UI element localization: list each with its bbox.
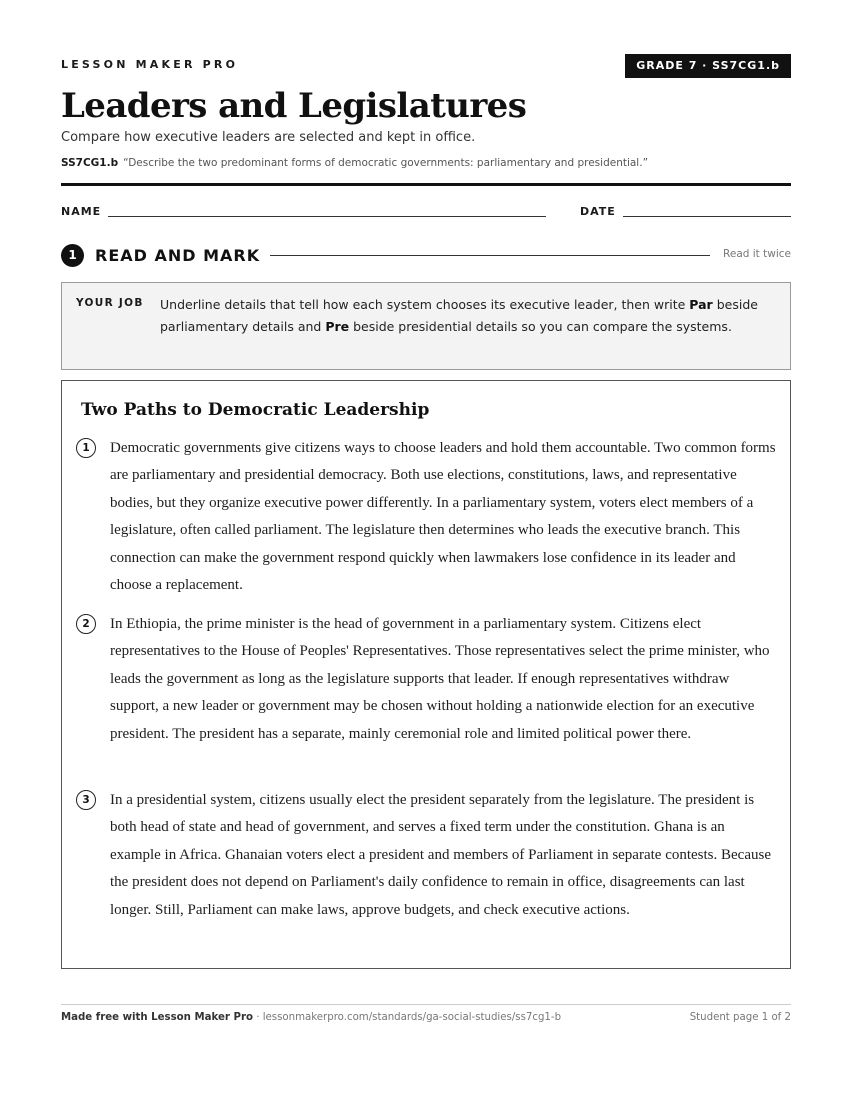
header-divider bbox=[61, 183, 791, 186]
instructions-text-part: beside parliamentary details and bbox=[160, 297, 758, 334]
footer-divider bbox=[61, 1004, 791, 1005]
section-title: READ AND MARK bbox=[95, 246, 261, 265]
name-label: NAME bbox=[61, 205, 102, 218]
footer-separator: · bbox=[252, 1012, 263, 1023]
section-divider bbox=[270, 255, 710, 256]
reading-title: Two Paths to Democratic Leadership bbox=[81, 400, 430, 420]
instructions-label: YOUR JOB bbox=[76, 297, 144, 309]
pre-code: Pre bbox=[325, 318, 350, 334]
brand-name: LESSON MAKER PRO bbox=[61, 58, 239, 71]
paragraph-number: 1 bbox=[76, 438, 96, 458]
date-field[interactable] bbox=[623, 216, 791, 217]
footer-made-with: Made free with Lesson Maker Pro bbox=[61, 1012, 253, 1023]
footer-url[interactable]: lessonmakerpro.com/standards/ga-social-studies/ss7cg1-b bbox=[262, 1012, 562, 1023]
section-note: Read it twice bbox=[723, 248, 791, 260]
standard-code: SS7CG1.b bbox=[61, 157, 119, 169]
footer-page-number: Student page 1 of 2 bbox=[689, 1012, 791, 1023]
page-title: Leaders and Legislatures bbox=[61, 86, 527, 126]
standard-reference bbox=[61, 157, 648, 169]
instructions-box bbox=[61, 282, 791, 370]
paragraph-text[interactable]: In Ethiopia, the prime minister is the head of government in a parliamentary system. Citizens elect representatives to the House of Peoples' Representatives. Those representatives select the prime minister, who leads the government as long as the legislature supports that leader. If enough representatives withdraw support, a new leader or government may be chosen without holding a nationwide election for an executive president. The president has a separate, mainly ceremonial role and limited political power there. bbox=[110, 616, 770, 742]
section-number-badge: 1 bbox=[61, 244, 84, 267]
instructions-text-part: beside presidential details so you can compare the systems. bbox=[349, 318, 732, 334]
instructions-text-part: Underline details that tell how each system chooses its executive leader, then write bbox=[160, 297, 690, 312]
par-code: Par bbox=[689, 297, 713, 312]
paragraph-number: 3 bbox=[76, 790, 96, 810]
paragraph-text[interactable]: Democratic governments give citizens ways to choose leaders and hold them accountable. Two common forms are parliamentary and presidential democracy. Both use elections, constitutions, laws, and representative bodies, but they organize executive power differently. In a parliamentary system, voters elect members of a legislature, often called parliament. The legislature then determines who leads the executive branch. This connection can make the government respond quickly when lawmakers lose confidence in its leader and choose a replacement. bbox=[110, 440, 776, 594]
paragraph-text[interactable]: In a presidential system, citizens usually elect the president separately from the legislature. The president is both head of state and head of government, and serves a fixed term under the constitution. Ghana is an example in Africa. Ghanaian voters elect a president and members of Parliament in separate contests. Because the president does not depend on Parliament's daily confidence to remain in office, disagreements can last longer. Still, Parliament can make laws, approve budgets, and check executive actions. bbox=[110, 792, 771, 918]
standard-description: “Describe the two predominant forms of democratic governments: parliamentary and presidential.” bbox=[123, 157, 649, 169]
name-field[interactable] bbox=[108, 216, 546, 217]
grade-standard-badge: GRADE 7 · SS7CG1.b bbox=[625, 54, 791, 78]
instructions-text bbox=[160, 294, 770, 337]
footer-credit bbox=[61, 1012, 561, 1023]
reading-passage bbox=[61, 380, 791, 969]
date-label: DATE bbox=[580, 205, 616, 218]
page-subtitle: Compare how executive leaders are selected and kept in office. bbox=[61, 130, 476, 145]
paragraph-number: 2 bbox=[76, 614, 96, 634]
